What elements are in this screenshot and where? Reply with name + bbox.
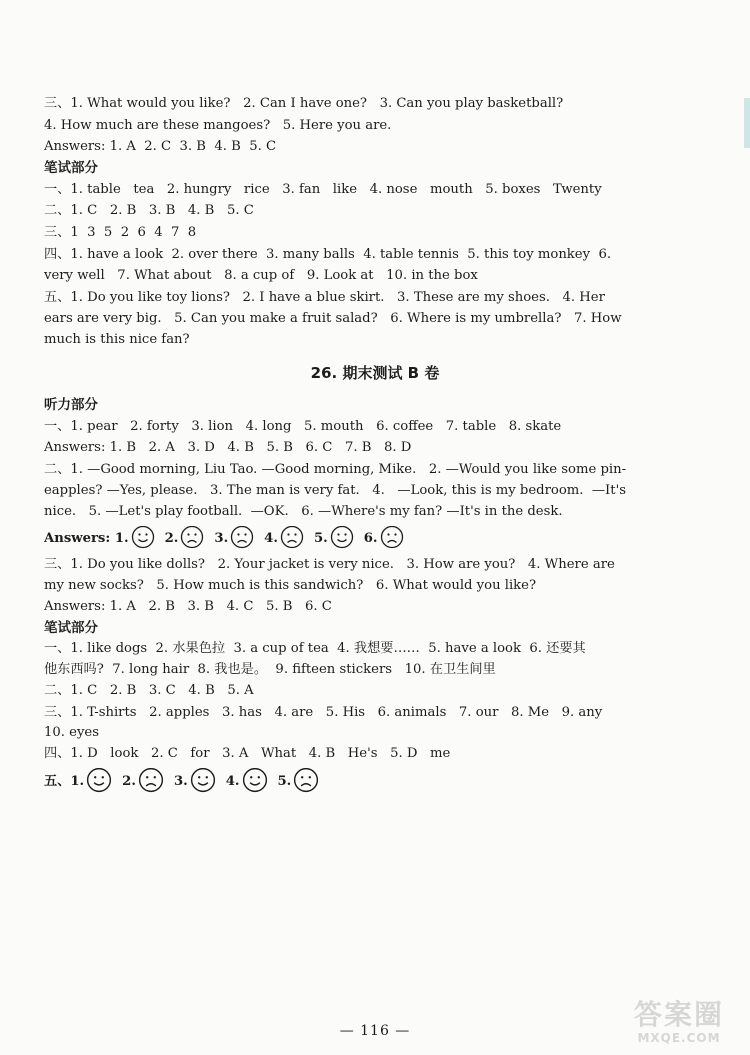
happy-face-icon — [190, 768, 216, 793]
answers-label: Answers: — [44, 531, 115, 546]
answer-number: 6. — [363, 531, 378, 546]
answer-number: 1. — [114, 531, 129, 546]
text-line: 五、1. Do you like toy lions? 2. I have a blue skirt. 3. These are my shoes. 4. Her — [44, 290, 605, 305]
happy-face-icon — [242, 768, 268, 793]
answer-number: 5. — [313, 531, 328, 546]
watermark-logo: 答案圈 MXQE.COM — [633, 998, 724, 1045]
text-line: 二、1. C 2. B 3. B 4. B 5. C — [44, 203, 254, 218]
text-line: nice. 5. —Let's play football. —OK. 6. —Where's my fan? —It's in the desk. — [44, 504, 563, 519]
answer-number: 5. — [277, 774, 292, 789]
happy-face-icon — [131, 526, 155, 549]
text-line: 三、1 3 5 2 6 4 7 8 — [44, 225, 197, 240]
happy-face-icon — [86, 768, 112, 793]
answer-number: 2. — [164, 531, 179, 546]
text-line: 一、1. like dogs 2. 水果色拉 3. a cup of tea 4. 我想要…… 5. have a look 6. 还要其 — [44, 641, 586, 656]
text-line: 一、1. pear 2. forty 3. lion 4. long 5. mouth 6. coffee 7. table 8. skate — [44, 419, 562, 434]
final-faces-line — [44, 768, 716, 798]
text-line: eapples? —Yes, please. 3. The man is very fat. 4. —Look, this is my bedroom. —It's — [44, 483, 626, 498]
answer-number: 3. — [214, 531, 229, 546]
section-label-written: 笔试部分 — [44, 620, 98, 636]
text-line: 4. How much are these mangoes? 5. Here you are. — [44, 118, 392, 133]
section-title: 26. 期末测试 B 卷 — [310, 364, 440, 382]
sad-face-icon — [138, 768, 164, 793]
sad-face-icon — [180, 526, 204, 549]
answers-line: Answers: 1. A 2. B 3. B 4. C 5. B 6. C — [44, 599, 332, 614]
answers-line: Answers: 1. B 2. A 3. D 4. B 5. B 6. C 7. B 8. D — [44, 440, 412, 455]
text-line: 三、1. What would you like? 2. Can I have one? 3. Can you play basketball? — [44, 96, 564, 111]
sad-face-icon — [280, 526, 304, 549]
page-edge-mark — [744, 98, 750, 148]
text-line: 四、1. have a look 2. over there 3. many balls 4. table tennis 5. this toy monkey 6. — [44, 247, 612, 262]
answers-faces-line — [44, 526, 716, 554]
text-line: my new socks? 5. How much is this sandwich? 6. What would you like? — [44, 578, 537, 593]
text-line: much is this nice fan? — [44, 332, 190, 347]
answer-number: 4. — [264, 531, 278, 546]
text-line: 二、1. C 2. B 3. C 4. B 5. A — [44, 683, 254, 698]
answers-line: Answers: 1. A 2. C 3. B 4. B 5. C — [44, 139, 277, 154]
answer-number: 2. — [122, 774, 136, 789]
page-number: — 116 — — [339, 1023, 411, 1039]
text-line: very well 7. What about 8. a cup of 9. Look at 10. in the box — [44, 268, 478, 283]
text-line: 一、1. table tea 2. hungry rice 3. fan like 4. nose mouth 5. boxes Twenty — [44, 182, 602, 197]
sad-face-icon — [230, 526, 254, 549]
text-line: 四、1. D look 2. C for 3. A What 4. B He's 5. D me — [44, 746, 451, 761]
answer-number: 1. — [70, 774, 85, 789]
answers-label: 五、 — [44, 774, 71, 789]
text-line: 10. eyes — [44, 725, 99, 740]
sad-face-icon — [293, 768, 319, 793]
section-label-listening: 听力部分 — [44, 397, 98, 413]
text-line: 三、1. T-shirts 2. apples 3. has 4. are 5. His 6. animals 7. our 8. Me 9. any — [44, 705, 603, 720]
text-line: ears are very big. 5. Can you make a fruit salad? 6. Where is my umbrella? 7. How — [44, 311, 622, 326]
text-line: 他东西吗? 7. long hair 8. 我也是。 9. fifteen stickers 10. 在卫生间里 — [44, 662, 496, 677]
text-line: 二、1. —Good morning, Liu Tao. —Good morning, Mike. 2. —Would you like some pin- — [44, 462, 627, 477]
happy-face-icon — [330, 526, 354, 549]
section-label-written: 笔试部分 — [44, 160, 98, 176]
sad-face-icon — [380, 526, 404, 549]
text-line: 三、1. Do you like dolls? 2. Your jacket is very nice. 3. How are you? 4. Where are — [44, 557, 615, 572]
answer-number: 3. — [173, 774, 188, 789]
answer-number: 4. — [225, 774, 240, 789]
